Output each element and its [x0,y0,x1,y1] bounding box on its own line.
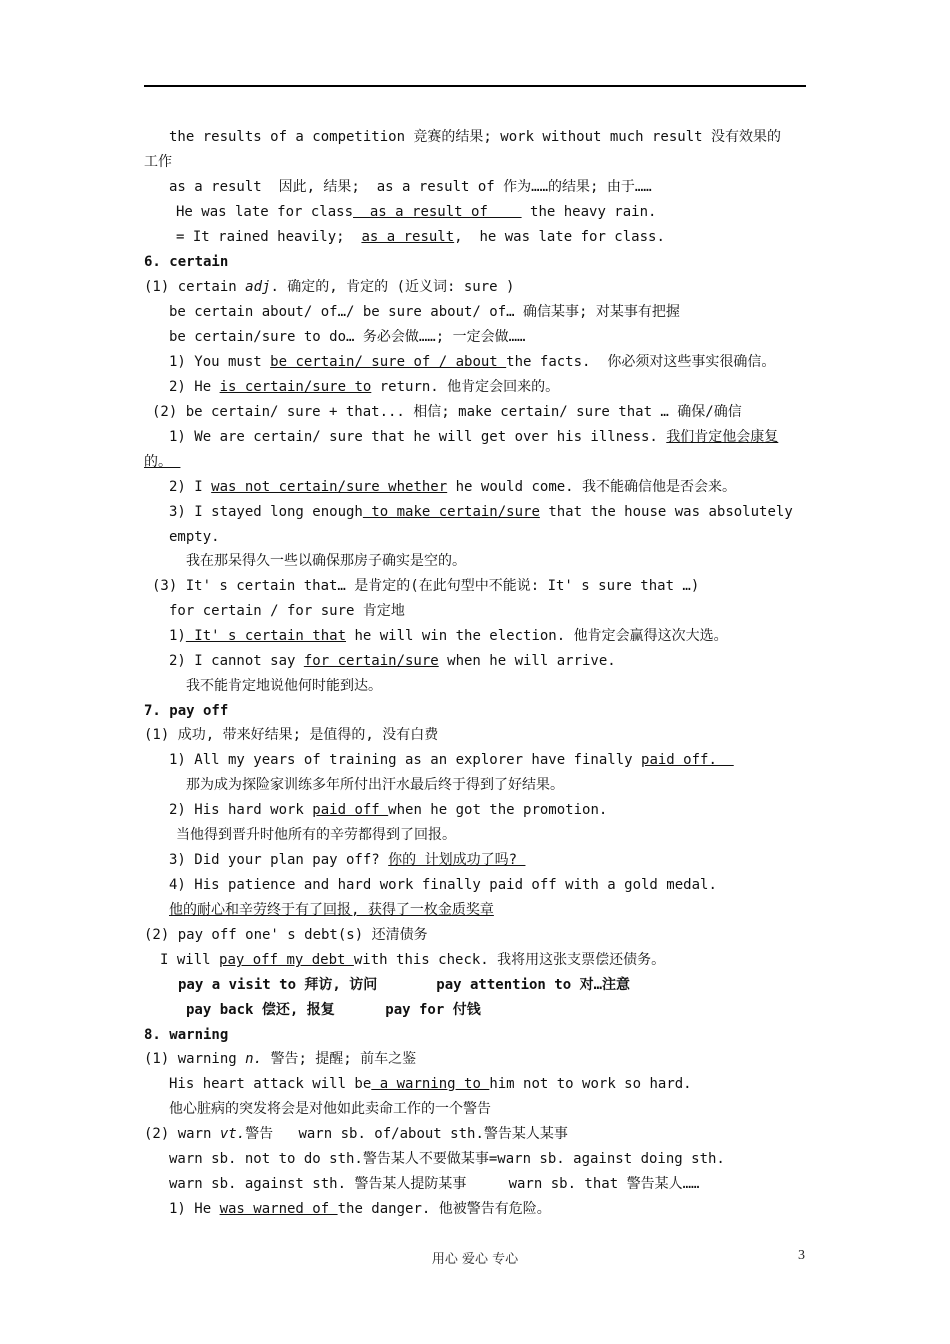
text-run: 当他得到晋升时他所有的辛劳都得到了回报。 [176,827,456,843]
text-line [169,128,781,146]
text-line [186,677,382,695]
text-run: 2) I [169,479,212,495]
text-line [169,1075,692,1093]
underlined-text: pay off my debt [219,952,354,968]
underlined-text: was not certain/sure whether [211,479,448,495]
text-run: 2) His hard work [169,802,313,818]
text-line [169,1175,699,1193]
footer-text: 用心 爱心 专心 [431,1252,519,1267]
text-line [176,228,665,246]
text-line [169,602,405,620]
text-run: warn sb. not to do sth.警告某人不要做某事=warn sb. against doing sth. [169,1151,725,1167]
text-run: be certain/sure to do… 务必会做……; 一定会做…… [169,329,526,345]
text-run: the facts. 你必须对这些事实很确信。 [506,354,776,370]
text-line [186,1001,481,1019]
text-run: = It rained heavily; [176,229,362,245]
text-line [176,826,456,844]
text-line [178,976,630,994]
text-line [169,801,607,819]
text-run: , he was late for class. [454,229,665,245]
text-line [169,378,559,396]
text-line [169,178,652,196]
text-line [144,702,228,720]
text-line [176,203,656,221]
text-run: (2) pay off one' s debt(s) 还清债务 [144,927,428,943]
text-run: with this check. 我将用这张支票偿还债务。 [353,952,666,968]
text-line [169,1150,725,1168]
text-run: 我不能肯定地说他何时能到达。 [186,678,382,694]
text-run: 8. warning [144,1027,229,1043]
underlined-text: is certain/sure to [219,379,372,395]
text-line [169,652,616,670]
text-run: when he will arrive. [438,653,616,669]
text-run: 警告 warn sb. of/about sth.警告某人某事 [245,1126,568,1142]
text-line [144,926,428,944]
text-line [144,153,172,171]
text-line [186,776,564,794]
text-run: he will win the election. 他肯定会赢得这次大选。 [346,628,728,644]
text-line [144,1125,568,1143]
text-line [169,353,775,371]
underlined-text: 他的耐心和辛劳终于有了回报, 获得了一枚金质奖章 [169,902,494,918]
text-line [169,528,220,546]
text-run: 工作 [144,154,172,170]
text-run: 我在那呆得久一些以确保那房子确实是空的。 [186,553,466,569]
text-line [144,726,438,744]
underlined-text: paid off. [641,752,734,768]
text-line [152,403,742,421]
text-run: 3) I stayed long enough [169,504,363,520]
text-line [152,577,699,595]
text-run: (2) warn [144,1126,220,1142]
text-line [169,328,525,346]
text-line [169,901,494,919]
text-run: the danger. 他被警告有危险。 [337,1201,551,1217]
text-line [169,478,736,496]
text-run: (2) be certain/ sure + that... 相信; make certain/ sure that … 确保/确信 [152,404,742,420]
text-run: adj [245,279,271,295]
text-run: . 确定的, 肯定的 (近义词: sure ) [270,279,515,295]
text-line [160,951,665,969]
underlined-text: a warning to [371,1076,490,1092]
text-line [169,1200,551,1218]
text-run: pay a visit to 拜访, 访问 pay attention to 对…注意 [178,977,631,993]
underlined-text: 我们肯定他会康复 [666,429,779,445]
text-run: (3) It' s certain that… 是肯定的(在此句型中不能说: It' s sure that …) [152,578,700,594]
underlined-text: be certain/ sure of / about [270,354,507,370]
text-run: 6. certain [144,254,229,270]
text-run: be certain about/ of…/ be sure about/ of… 确信某事; 对某事有把握 [169,304,680,320]
text-run: 3) Did your plan pay off? [169,852,389,868]
text-line [186,552,466,570]
text-run: 1) All my years of training as an explorer have finally [169,752,642,768]
text-line [169,627,728,645]
text-line [169,1100,491,1118]
text-run: empty. [169,529,220,545]
underlined-text: to make certain/sure [362,504,540,520]
text-line [144,1026,228,1044]
page-number: 3 [798,1248,805,1263]
text-line [169,428,778,446]
text-run: 2) I cannot say [169,653,304,669]
text-line [144,453,180,471]
text-run: him not to work so hard. [489,1076,692,1092]
text-run: 1) We are certain/ sure that he will get over his illness. [169,429,667,445]
underlined-text: It' s certain that [185,628,347,644]
text-run: I will [160,952,220,968]
text-line [169,851,525,869]
text-run: 那为成为探险家训练多年所付出汗水最后终于得到了好结果。 [186,777,564,793]
text-run: 4) His patience and hard work finally paid off with a gold medal. [169,877,717,893]
underlined-text: as a result [361,229,455,245]
text-run: vt. [219,1126,246,1142]
text-run: His heart attack will be [169,1076,372,1092]
text-run: (1) certain [144,279,246,295]
text-line [144,278,514,296]
underlined-text: paid off [312,802,389,818]
underlined-text: was warned of [219,1201,338,1217]
underlined-text: 你的 计划成功了吗? [388,852,526,868]
text-run: 7. pay off [144,703,229,719]
text-run: 1) You must [169,354,271,370]
text-run: 警告; 提醒; 前车之鉴 [262,1051,417,1067]
text-line [169,303,680,321]
text-line [144,1050,416,1068]
text-line [169,876,717,894]
text-line [169,503,793,521]
text-run: for certain / for sure 肯定地 [169,603,405,619]
underlined-text: for certain/sure [303,653,439,669]
text-run: he would come. 我不能确信他是否会来。 [447,479,737,495]
text-run: as a result 因此, 结果; as a result of 作为……的结果; 由于…… [169,179,652,195]
text-run: when he got the promotion. [388,802,608,818]
text-run: the heavy rain. [521,204,657,220]
underlined-text: 的。 [144,454,181,470]
text-run: n. [245,1051,263,1067]
text-run: He was late for class [176,204,354,220]
text-run: that the house was absolutely [539,504,793,520]
text-line [169,751,734,769]
text-line [144,253,228,271]
text-run: (1) warning [144,1051,246,1067]
text-run: return. 他肯定会回来的。 [371,379,560,395]
text-run: the results of a competition 竞赛的结果; work without much result 没有效果的 [169,129,782,145]
text-run: 2) He [169,379,220,395]
underlined-text: as a result of [353,204,522,220]
text-run: (1) 成功, 带来好结果; 是值得的, 没有白费 [144,727,439,743]
header-rule [144,85,806,87]
text-run: 1) He [169,1201,220,1217]
text-run: warn sb. against sth. 警告某人提防某事 warn sb. that 警告某人…… [169,1176,700,1192]
text-run: 1) [169,628,186,644]
text-run: 他心脏病的突发将会是对他如此卖命工作的一个警告 [169,1101,491,1117]
text-run: pay back 偿还, 报复 pay for 付钱 [186,1002,481,1018]
